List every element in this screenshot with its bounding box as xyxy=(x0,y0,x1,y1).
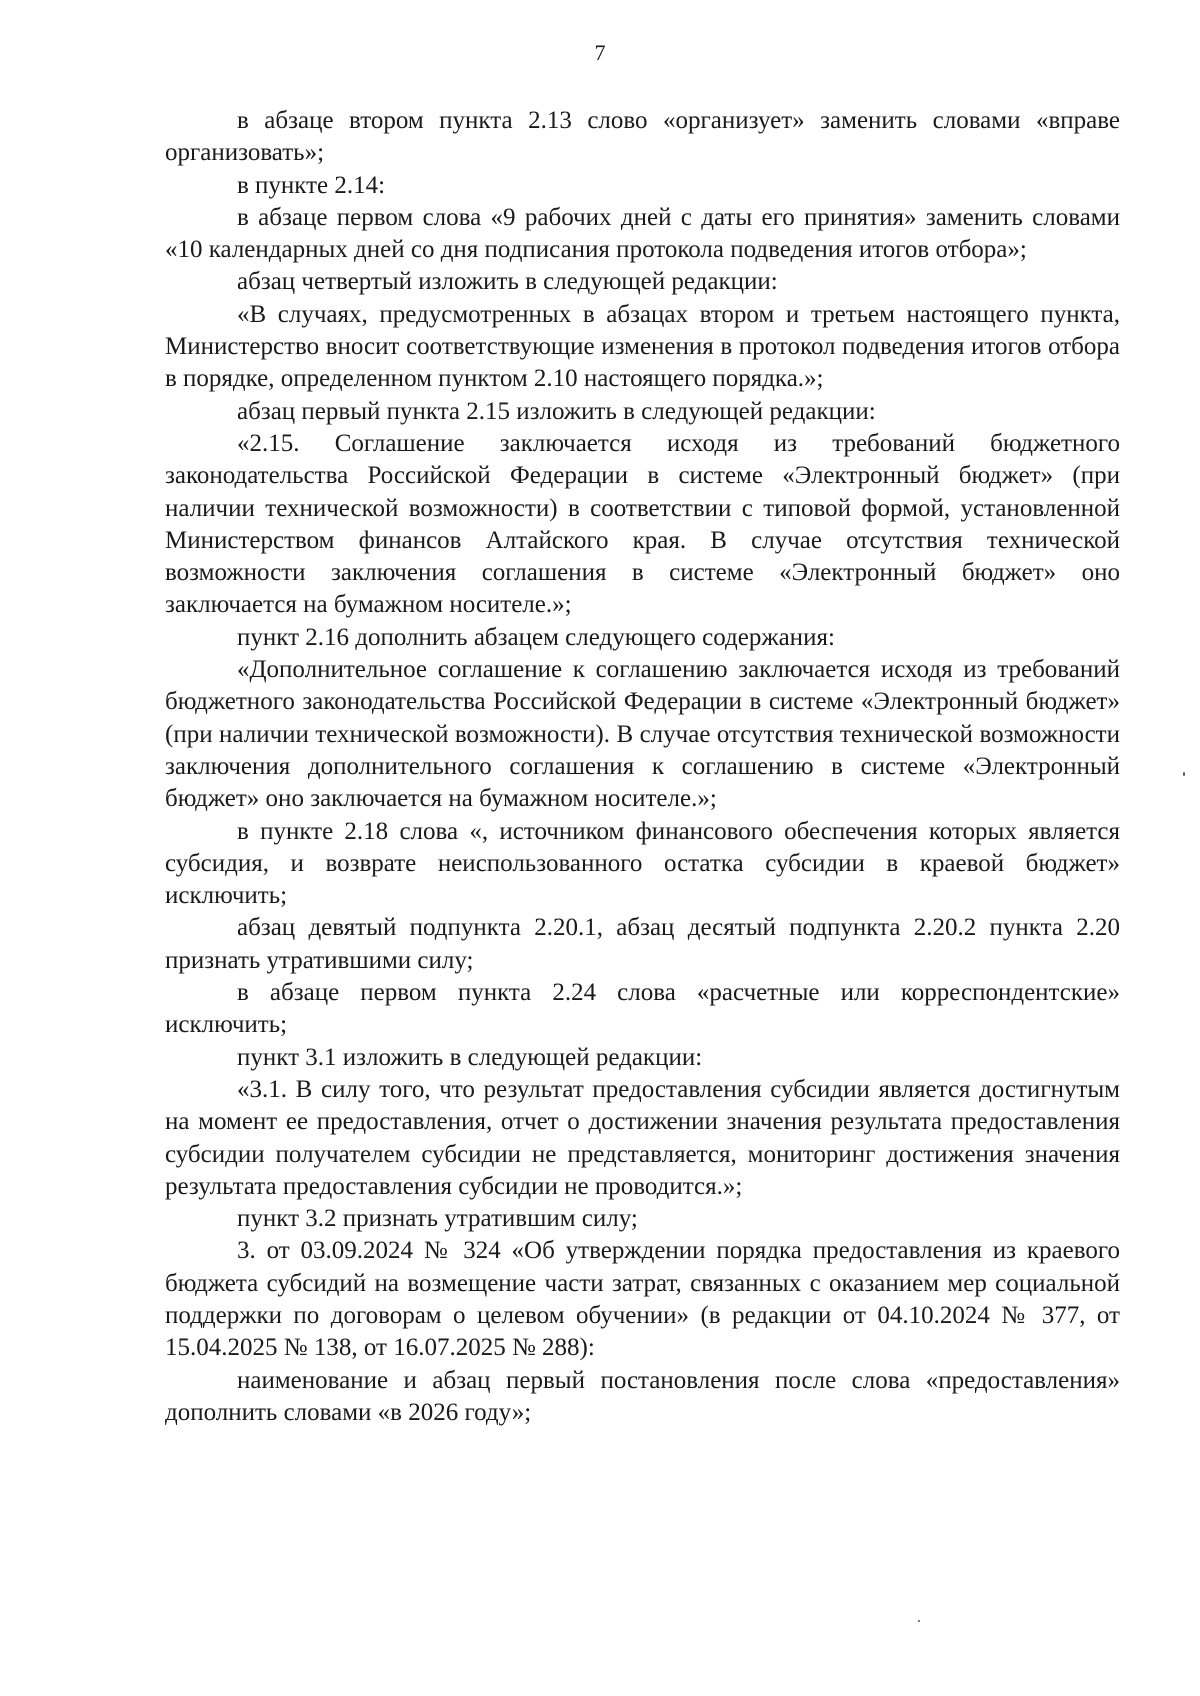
paragraph: абзац первый пункта 2.15 изложить в следующей редакции: xyxy=(237,397,876,425)
paragraph: в пункте 2.14: xyxy=(237,171,386,199)
paragraph: абзац четвертый изложить в следующей редакции: xyxy=(237,268,778,296)
paragraph: «3.1. В силу того, что результат предоставления субсидии является достигнутым на момент ее предоставления, отчет о достижении значения результата предоставления субсидии получателем субсидии не представляется, мониторинг достижения значения результата предоставления субсидии не проводится.»; xyxy=(165,1075,1120,1200)
page-number: 7 xyxy=(594,40,606,65)
scan-speck xyxy=(1183,772,1185,776)
paragraph: пункт 3.2 признать утратившим силу; xyxy=(237,1205,638,1233)
scan-speck xyxy=(918,1620,920,1622)
paragraph: в абзаце втором пункта 2.13 слово «организует» заменить словами «вправе организовать»; xyxy=(165,107,1120,167)
paragraph: наименование и абзац первый постановления после слова «предоставления» дополнить словами «в 2026 году»; xyxy=(165,1366,1120,1426)
paragraph: пункт 2.16 дополнить абзацем следующего содержания: xyxy=(237,623,835,651)
paragraph: в пункте 2.18 слова «, источником финансового обеспечения которых является субсидия, и возврате неиспользованного остатка субсидии в краевой бюджет» исключить; xyxy=(165,817,1120,910)
paragraph: в абзаце первом слова «9 рабочих дней с даты его принятия» заменить словами «10 календарных дней со дня подписания протокола подведения итогов отбора»; xyxy=(165,203,1120,264)
paragraph: «2.15. Соглашение заключается исходя из требований бюджетного законодательства Российской Федерации в системе «Электронный бюджет» (при наличии технической возможности) в соответствии с типовой формой, установленной Министерством финансов Алтайского края. В случае отсутствия технической возможности заключения соглашения в системе «Электронный бюджет» оно заключается на бумажном носителе.»; xyxy=(165,429,1120,619)
paragraph: в абзаце первом пункта 2.24 слова «расчетные или корреспондентские» исключить; xyxy=(165,979,1120,1039)
paragraph: 3. от 03.09.2024 № 324 «Об утверждении порядка предоставления из краевого бюджета субсидий на возмещение части затрат, связанных с оказанием мер социальной поддержки по договорам о целевом обучении» (в редакции от 04.10.2024 № 377, от 15.04.2025 № 138, от 16.07.2025 № 288): xyxy=(165,1237,1120,1362)
paragraph: абзац девятый подпункта 2.20.1, абзац десятый подпункта 2.20.2 пункта 2.20 признать утратившими силу; xyxy=(165,914,1120,974)
paragraph: «В случаях, предусмотренных в абзацах втором и третьем настоящего пункта, Министерство вносит соответствующие изменения в протокол подведения итогов отбора в порядке, определенном пунктом 2.10 настоящего порядка.»; xyxy=(165,300,1120,393)
paragraph: «Дополнительное соглашение к соглашению заключается исходя из требований бюджетного законодательства Российской Федерации в системе «Электронный бюджет» (при наличии технической возможности). В случае отсутствия технической возможности заключения дополнительного соглашения к соглашению в системе «Электронный бюджет» оно заключается на бумажном носителе.»; xyxy=(165,656,1120,813)
paragraph: пункт 3.1 изложить в следующей редакции: xyxy=(237,1043,703,1071)
document-body xyxy=(165,105,1120,1429)
